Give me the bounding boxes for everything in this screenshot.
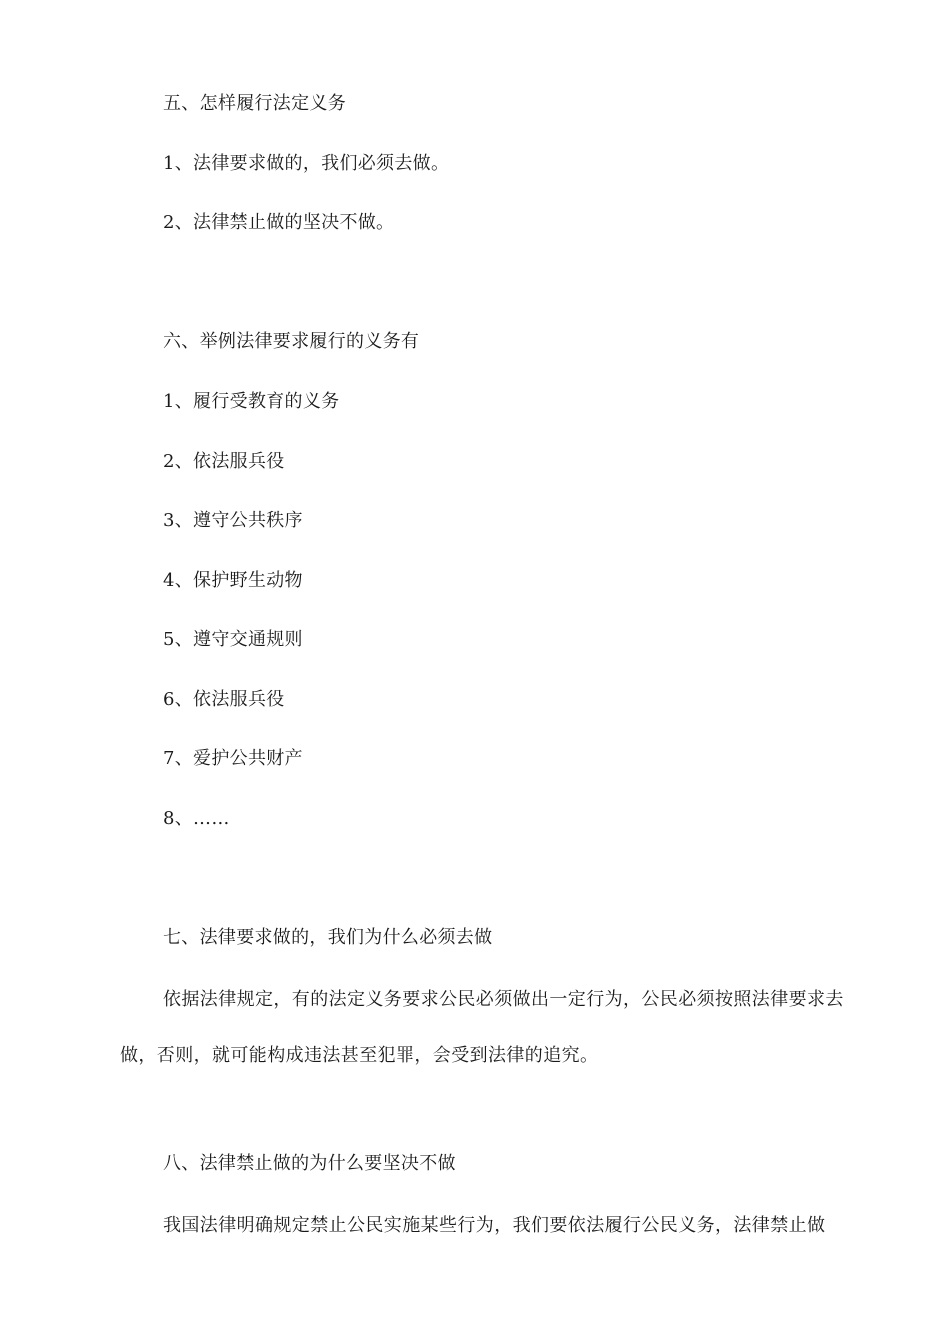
section-6-item: 5、遵守交通规则 — [163, 629, 303, 650]
section-6-item: 6、依法服兵役 — [163, 689, 285, 710]
section-8-heading: 八、法律禁止做的为什么要坚决不做 — [163, 1153, 456, 1174]
section-5-heading: 五、怎样履行法定义务 — [163, 93, 346, 114]
section-5-item: 1、法律要求做的，我们必须去做。 — [163, 153, 450, 174]
section-6-item: 7、爱护公共财产 — [163, 748, 303, 769]
section-6-item: 3、遵守公共秩序 — [163, 510, 303, 531]
section-6-item: 2、依法服兵役 — [163, 451, 285, 472]
section-7-paragraph: 依据法律规定，有的法定义务要求公民必须做出一定行为，公民必须按照法律要求去做，否则，就可能构成违法甚至犯罪，会受到法律的追究。 — [120, 989, 844, 1066]
section-6-heading: 六、举例法律要求履行的义务有 — [163, 331, 420, 352]
section-6-item: 1、履行受教育的义务 — [163, 391, 340, 412]
section-6-item: 8、…… — [163, 808, 230, 829]
section-7-heading: 七、法律要求做的，我们为什么必须去做 — [163, 927, 493, 948]
section-8-paragraph: 我国法律明确规定禁止公民实施某些行为，我们要依法履行公民义务，法律禁止做 — [163, 1215, 826, 1236]
section-6-item: 4、保护野生动物 — [163, 570, 303, 591]
section-5-item: 2、法律禁止做的坚决不做。 — [163, 212, 395, 233]
